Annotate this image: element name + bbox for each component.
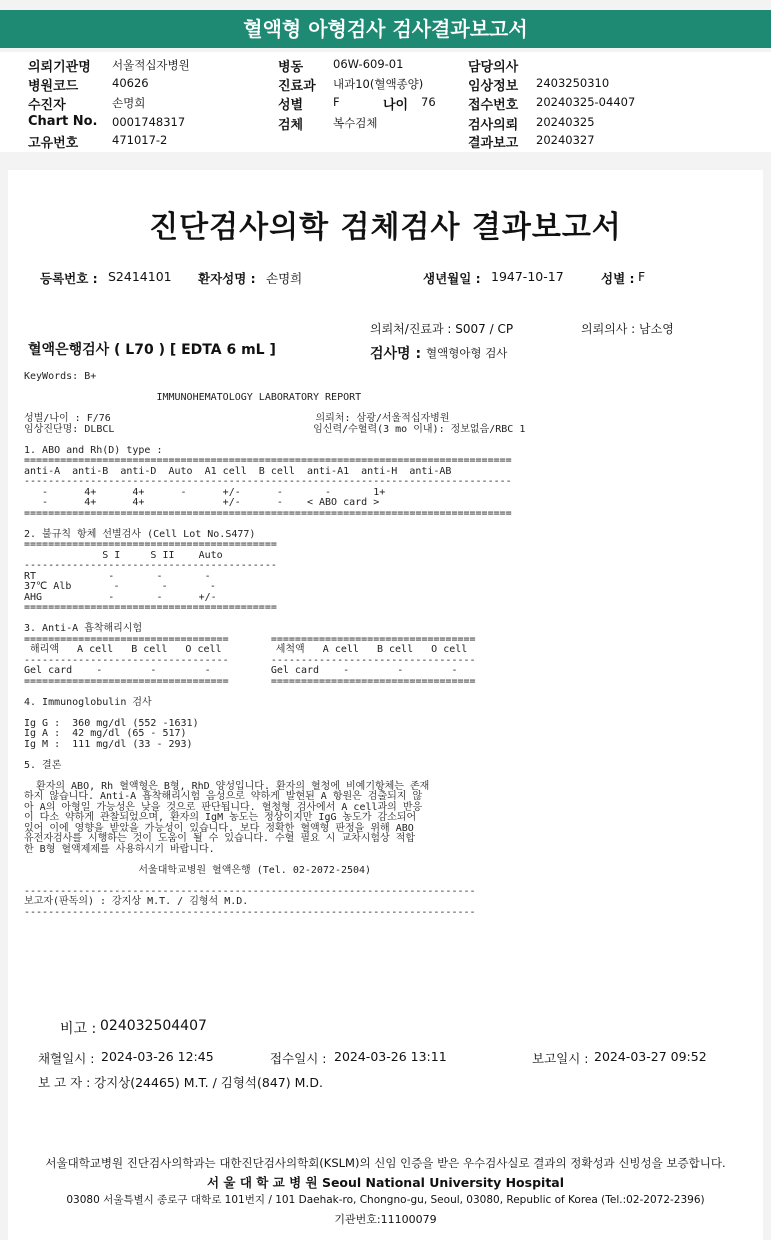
req-dept: 의뢰처/진료과 : S007 / CP [370,322,514,336]
request-header [0,52,771,152]
header-label: 임상정보 [468,79,519,94]
note-value: 024032504407 [100,1018,207,1034]
test-name-label: 검사명 : [370,346,422,362]
doc-title: 진단검사의학 검체검사 결과보고서 [149,210,622,245]
lab-report-body: KeyWords: B+ IMMUNOHEMATOLOGY LABORATORY REPORT 성별/나이 : F/76 의뢰처: 삼광/서울적십자병원 임상진단명: DLBCL 임신력/수혈력(3 mo 이내): 정보없음/RBC 1 1. ABO and Rh(D) type : ================================================================================= anti-A anti-B anti-D Auto A1 cell B cell anti-A1 anti-H anti-AB --------------------------------------------------------------------------------- - 4+ 4+ - +/- - - 1+ - 4+ 4+ +/- - < ABO card > ================================================================================= 2. 불규칙 항체 선별검사 (Cell Lot No.S477) ========================================== S I S II Auto ------------------------------------------ RT - - - 37℃ Alb - - - AHG - - +/- ========================================== 3. Anti-A 흡착해리시험 ================================== ================================== 해리액 A cell B cell O cell 세척액 A cell B cell O cell ---------------------------------- ---------------------------------- Gel card - - - Gel card - - - ================================== ================================== 4. Immunoglobulin 검사 Ig G : 360 mg/dl (552 -1631) Ig A : 42 mg/dl (65 - 517) Ig M : 111 mg/dl (33 - 293) 5. 결론 환자의 ABO, Rh 혈액형은 B형, RhD 양성입니다. 환자의 혈청에 비예기항체는 존재 하지 않습니다. Anti-A 흡착해리시험 음성으로 약하게 발현된 A 항원은 검출되지 않 아 A의 아형일 가능성은 낮을 것으로 판단됩니다. 혈청형 검사에서 A cell과의 반응 이 다소 약하게 관찰되었으며, 환자의 IgM 농도는 정상이지만 IgG 농도가 감소되어 있어 이에 영향을 받았을 가능성이 있습니다. 보다 정확한 혈액형 판정을 위해 ABO 유전자검사를 시행하는 것이 도움이 될 수 있습니다. 수혈 필요 시 교차시험상 적합 한 B형 혈액제제를 사용하시기 바랍니다. 서울대학교병원 혈액은행 (Tel. 02-2072-2504) --------------------------------------------------------------------------- 보고자(판독의) : 강지상 M.T. / 김형석 M.D. --------------------------------------------------------------------------- [24,371,526,918]
header-value: 서울적십자병원 [112,58,190,72]
header-label: 담당의사 [468,60,519,75]
header-label: Chart No. [28,114,98,129]
header-value: 복수검체 [333,116,378,130]
header-label: 병원코드 [28,79,79,94]
report-value: 2024-03-27 09:52 [594,1049,707,1064]
report-title: 혈액형 아형검사 검사결과보고서 [243,17,528,41]
header-label: 병동 [278,60,304,75]
institution-number: 기관번호:11100079 [334,1213,437,1226]
header-label: 검사의뢰 [468,118,519,133]
header-value: 0001748317 [112,115,186,129]
hospital-name: 서 울 대 학 교 병 원 Seoul National University Hospital [206,1175,565,1190]
test-name-value: 혈액형아형 검사 [426,346,508,360]
certification-note: 서울대학교병원 진단검사의학과는 대한진단검사의학회(KSLM)의 신임 인증을 받은 우수검사실로 결과의 정확성과 신빙성을 보증합니다. [45,1156,726,1170]
receive-value: 2024-03-26 13:11 [334,1049,447,1064]
header-value: 손명희 [112,96,146,110]
reg-label: 등록번호 : [40,271,98,286]
header-value: 20240325 [536,115,595,129]
header-value: 2403250310 [536,76,610,90]
note-label: 비고 : [60,1021,97,1037]
patient-value: 손명희 [266,271,303,286]
report-label: 보고일시 : [532,1051,589,1066]
header-label: 나이 [383,98,409,113]
patient-label: 환자성명 : [198,271,256,286]
reporter-label: 보 고 자 : [38,1075,91,1090]
header-label: 고유번호 [28,136,79,151]
header-value: 20240327 [536,133,595,147]
header-label: 진료과 [278,79,316,94]
receive-label: 접수일시 : [270,1051,327,1066]
req-doctor: 의뢰의사 : 남소영 [581,322,674,336]
header-value: 내과10(혈액종양) [333,77,424,91]
header-value: 471017-2 [112,133,168,147]
header-value: 20240325-04407 [536,95,636,109]
header-label: 의뢰기관명 [28,60,91,75]
hospital-address: 03080 서울특별시 종로구 대학로 101번지 / 101 Daehak-ro, Chongno-gu, Seoul, 03080, Republic of Korea (Tel.:02-2072-2396) [66,1194,705,1206]
test-group: 혈액은행검사 ( L70 ) [ EDTA 6 mL ] [28,342,276,358]
reg-value: S2414101 [108,269,172,284]
header-label: 성별 [278,98,304,113]
header-label: 접수번호 [468,98,519,113]
header-value: 76 [421,95,436,109]
sex-label: 성별 : [601,271,635,286]
result-sheet [8,170,763,1240]
dob-label: 생년월일 : [423,271,481,286]
dob-value: 1947-10-17 [491,269,564,284]
header-value: F [333,95,340,109]
collect-value: 2024-03-26 12:45 [101,1049,214,1064]
header-label: 검체 [278,118,304,133]
reporter-value: 강지상(24465) M.T. / 김형석(847) M.D. [94,1075,323,1090]
header-value: 06W-609-01 [333,57,404,71]
collect-label: 채혈일시 : [38,1051,95,1066]
sex-value: F [638,269,646,284]
header-label: 수진자 [28,98,66,113]
report-title-bar [0,10,771,48]
header-value: 40626 [112,76,149,90]
header-label: 결과보고 [468,136,519,151]
